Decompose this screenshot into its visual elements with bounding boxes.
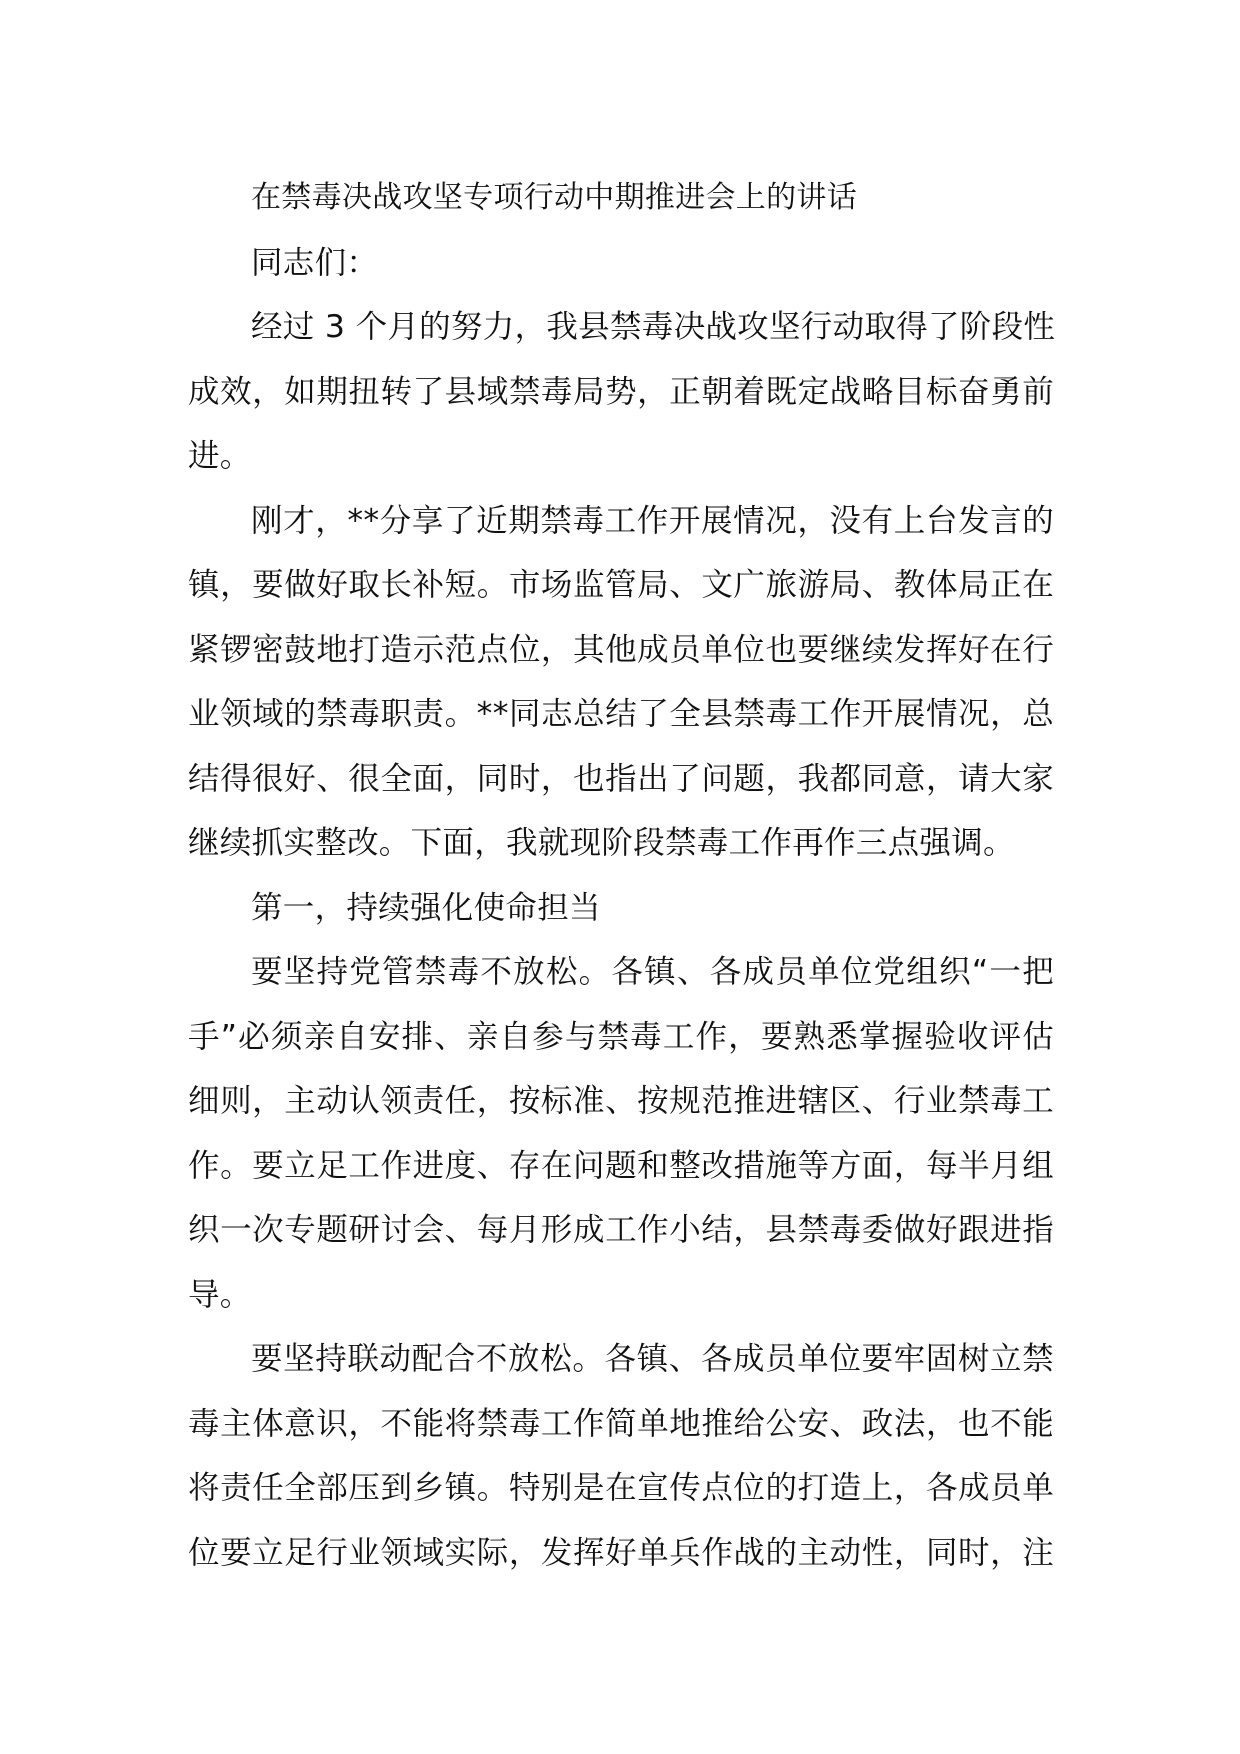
- paragraph-line: 业领域的禁毒职责。**同志总结了全县禁毒工作开展情况，总: [188, 696, 1054, 732]
- paragraph-line: 进。: [188, 438, 252, 474]
- paragraph-line: 继续抓实整改。下面，我就现阶段禁毒工作再作三点强调。: [188, 825, 1015, 861]
- salutation: 同志们：: [251, 244, 379, 281]
- paragraph-2: [188, 489, 1054, 876]
- paragraph-line: 细则，主动认领责任，按标准、按规范推进辖区、行业禁毒工: [188, 1083, 1054, 1119]
- section-heading-1: [188, 876, 1054, 941]
- paragraph-line: 毒主体意识，不能将禁毒工作简单地推给公安、政法，也不能: [188, 1405, 1054, 1442]
- document-body: [188, 166, 1054, 1585]
- paragraph-line: 将责任全部压到乡镇。特别是在宣传点位的打造上，各成员单: [188, 1470, 1054, 1506]
- paragraph-line: 刚才，**分享了近期禁毒工作开展情况，没有上台发言的: [251, 502, 1054, 539]
- paragraph-line: 要坚持党管禁毒不放松。各镇、各成员单位党组织“一把: [251, 954, 1054, 990]
- paragraph-line: 紧锣密鼓地打造示范点位，其他成员单位也要继续发挥好在行: [188, 631, 1054, 668]
- paragraph-4: [188, 1327, 1054, 1585]
- document-title: 在禁毒决战攻坚专项行动中期推进会上的讲话: [251, 180, 857, 215]
- paragraph-line: 经过 3 个月的努力，我县禁毒决战攻坚行动取得了阶段性: [251, 309, 1056, 345]
- paragraph-line: 镇，要做好取长补短。市场监管局、文广旅游局、教体局正在: [188, 567, 1054, 603]
- paragraph-line: 作。要立足工作进度、存在问题和整改措施等方面，每半月组: [188, 1147, 1054, 1184]
- paragraph-3: [188, 940, 1054, 1327]
- paragraph-line: 位要立足行业领域实际，发挥好单兵作战的主动性，同时，注: [188, 1534, 1054, 1571]
- paragraph-1: [188, 295, 1054, 489]
- paragraph-line: 结得很好、很全面，同时，也指出了问题，我都同意，请大家: [188, 760, 1054, 797]
- paragraph-line: 要坚持联动配合不放松。各镇、各成员单位要牢固树立禁: [251, 1341, 1054, 1377]
- paragraph-line: 手”必须亲自安排、亲自参与禁毒工作，要熟悉掌握验收评估: [188, 1018, 1054, 1055]
- paragraph-line: 织一次专题研讨会、每月形成工作小结，县禁毒委做好跟进指: [188, 1212, 1054, 1248]
- paragraph-line: 成效，如期扭转了县域禁毒局势，正朝着既定战略目标奋勇前: [188, 373, 1054, 410]
- section-heading: 第一，持续强化使命担当: [251, 889, 601, 926]
- paragraph-line: 导。: [188, 1276, 252, 1313]
